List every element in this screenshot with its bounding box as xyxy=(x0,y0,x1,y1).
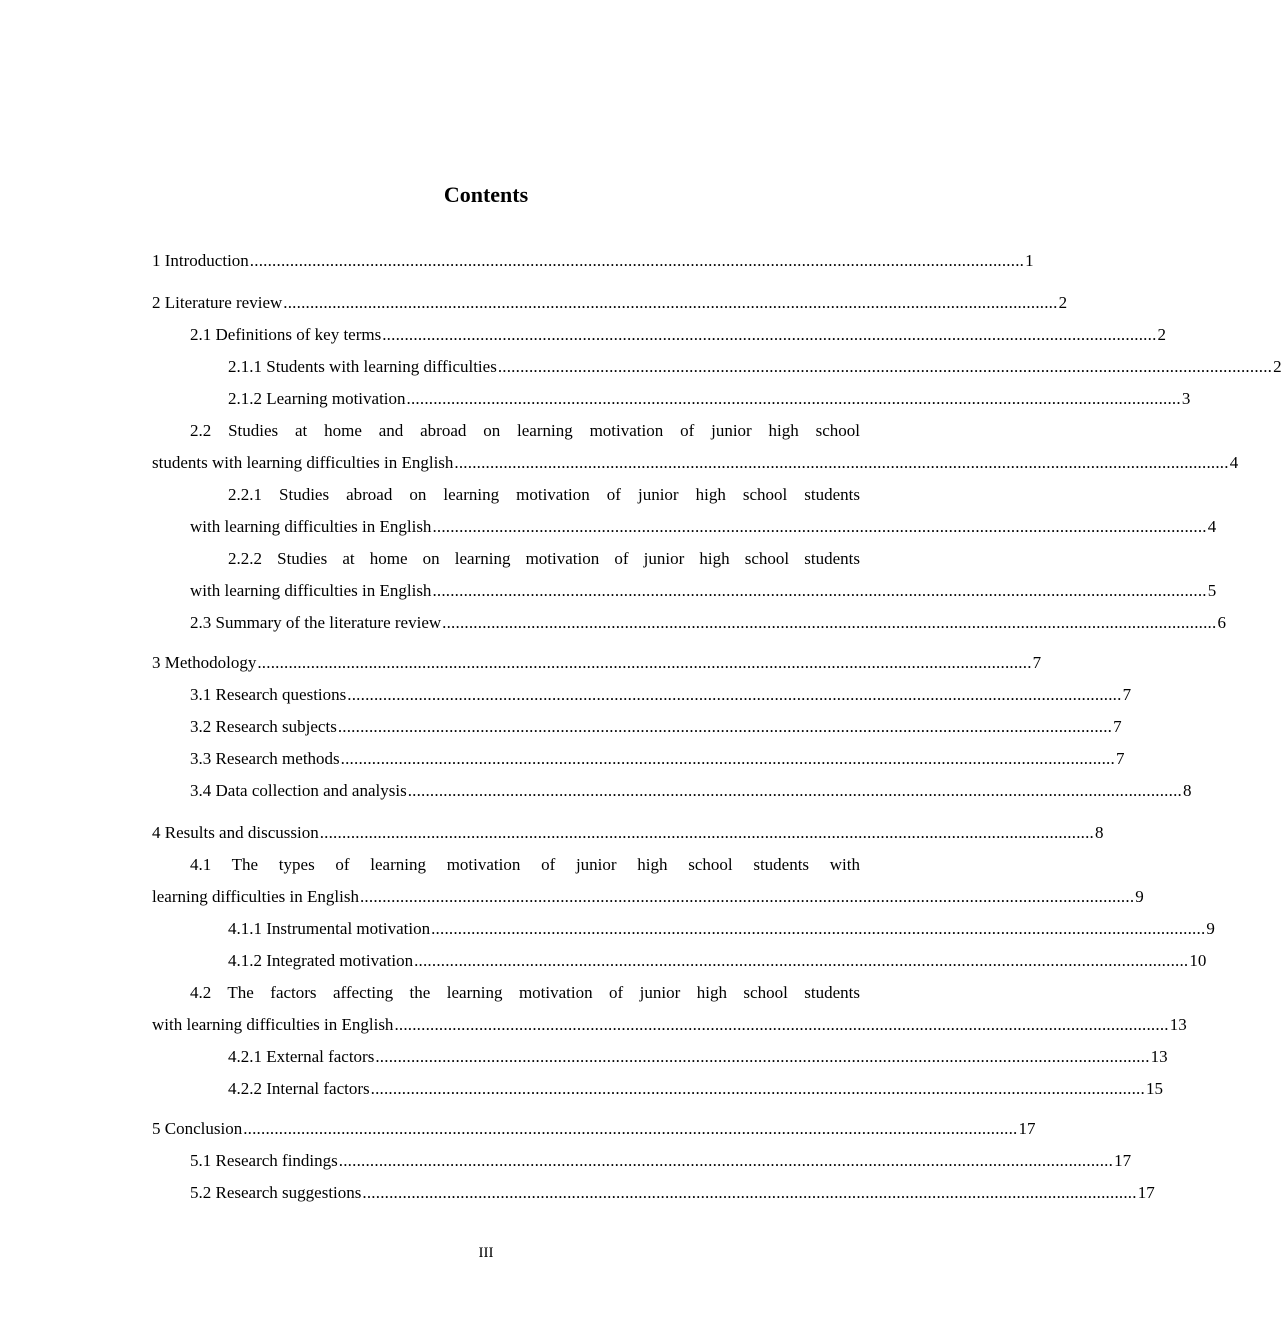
toc-page-number: 2 xyxy=(1157,325,1167,344)
toc-entry-text: 3.2 Research subjects xyxy=(190,717,337,736)
toc-leader: .............................................................................................................................................................................. xyxy=(338,1151,1114,1170)
toc-leader: .............................................................................................................................................................................. xyxy=(432,517,1207,536)
toc-leader: .............................................................................................................................................................................. xyxy=(382,325,1157,344)
toc-entry[interactable] xyxy=(228,1044,1168,1068)
toc-entry-line1[interactable] xyxy=(190,418,860,442)
toc-page-number: 7 xyxy=(1113,717,1122,736)
toc-leader: .............................................................................................................................................................................. xyxy=(431,919,1206,938)
toc-leader: .............................................................................................................................................................................. xyxy=(337,717,1113,736)
toc-leader: .............................................................................................................................................................................. xyxy=(243,1119,1018,1138)
toc-entry[interactable] xyxy=(152,1116,1036,1140)
toc-leader: .............................................................................................................................................................................. xyxy=(370,1079,1145,1098)
toc-leader: .............................................................................................................................................................................. xyxy=(406,389,1181,408)
toc-entry[interactable] xyxy=(190,578,1217,602)
toc-page-number: 4 xyxy=(1229,453,1239,472)
toc-entry[interactable] xyxy=(190,1148,1132,1172)
toc-entry[interactable] xyxy=(190,714,1122,738)
toc-entry[interactable] xyxy=(190,778,1192,802)
toc-page-number: 2 xyxy=(1058,293,1068,312)
toc-entry-text: 2.2.1 Studies abroad on learning motivation of junior high school students xyxy=(228,485,860,504)
toc-leader: .............................................................................................................................................................................. xyxy=(407,781,1182,800)
toc-page-number: 13 xyxy=(1150,1047,1168,1066)
toc-entry-text: 4.1.1 Instrumental motivation xyxy=(228,919,431,938)
page-number-footer: III xyxy=(478,1245,494,1261)
toc-entry[interactable] xyxy=(190,746,1125,770)
toc-page-number: 9 xyxy=(1135,887,1144,906)
toc-leader: .............................................................................................................................................................................. xyxy=(375,1047,1150,1066)
toc-entry-text: 4.2.1 External factors xyxy=(228,1047,375,1066)
toc-entry-text: 2.1 Definitions of key terms xyxy=(190,325,382,344)
toc-entry-line1[interactable] xyxy=(190,980,860,1004)
toc-entry-text: 2.2 Studies at home and abroad on learning motivation of junior high school xyxy=(190,421,860,440)
toc-leader: .............................................................................................................................................................................. xyxy=(319,823,1095,842)
toc-entry-text: 4 Results and discussion xyxy=(152,823,319,842)
toc-entry[interactable] xyxy=(152,820,1104,844)
toc-page-number: 9 xyxy=(1206,919,1215,938)
toc-page-number: 17 xyxy=(1018,1119,1036,1138)
toc-entry-text: 2.1.2 Learning motivation xyxy=(228,389,406,408)
toc-entry-text: with learning difficulties in English xyxy=(190,581,432,600)
toc-leader: .............................................................................................................................................................................. xyxy=(340,749,1115,768)
toc-page-number: 3 xyxy=(1181,389,1191,408)
toc-entry[interactable] xyxy=(152,248,1034,272)
toc-page-number: 6 xyxy=(1217,613,1226,632)
toc-entry[interactable] xyxy=(228,386,1191,410)
toc-entry-text: 5 Conclusion xyxy=(152,1119,243,1138)
toc-page-number: 5 xyxy=(1207,581,1217,600)
toc-entry-text: with learning difficulties in English xyxy=(190,517,432,536)
toc-entry-text: 3.1 Research questions xyxy=(190,685,347,704)
toc-leader: .............................................................................................................................................................................. xyxy=(283,293,1058,312)
toc-entry-text: with learning difficulties in English xyxy=(152,1015,394,1034)
toc-page-number: 17 xyxy=(1137,1183,1155,1202)
toc-entry-text: 2 Literature review xyxy=(152,293,283,312)
toc-page-number: 7 xyxy=(1032,653,1042,672)
toc-entry-line1[interactable] xyxy=(228,482,860,506)
toc-leader: .............................................................................................................................................................................. xyxy=(454,453,1229,472)
toc-entry-text: 5.1 Research findings xyxy=(190,1151,338,1170)
toc-leader: .............................................................................................................................................................................. xyxy=(347,685,1122,704)
toc-entry[interactable] xyxy=(190,322,1167,346)
toc-page-number: 4 xyxy=(1207,517,1217,536)
toc-entry[interactable] xyxy=(152,450,1239,474)
toc-page-number: 7 xyxy=(1122,685,1132,704)
toc-page-number: 13 xyxy=(1169,1015,1187,1034)
toc-leader: .............................................................................................................................................................................. xyxy=(497,357,1273,376)
toc-entry-text: 4.2.2 Internal factors xyxy=(228,1079,370,1098)
toc-entry[interactable] xyxy=(152,650,1042,674)
toc-entry-text: 2.3 Summary of the literature review xyxy=(190,613,442,632)
toc-entry-text: learning difficulties in English xyxy=(152,887,359,906)
toc-entry[interactable] xyxy=(152,884,1144,908)
toc-entry-text: 2.2.2 Studies at home on learning motivation of junior high school students xyxy=(228,549,860,568)
contents-title: Contents xyxy=(443,182,529,207)
toc-page-number: 17 xyxy=(1114,1151,1132,1170)
toc-leader: .............................................................................................................................................................................. xyxy=(442,613,1217,632)
toc-entry-text: 1 Introduction xyxy=(152,251,249,270)
toc-entry[interactable] xyxy=(190,682,1132,706)
toc-entry-text: 4.2 The factors affecting the learning motivation of junior high school students xyxy=(190,983,860,1002)
toc-entry-text: 3.4 Data collection and analysis xyxy=(190,781,407,800)
toc-entry[interactable] xyxy=(152,290,1068,314)
toc-entry[interactable] xyxy=(228,916,1215,940)
toc-page-number: 8 xyxy=(1183,781,1192,800)
toc-leader: .............................................................................................................................................................................. xyxy=(432,581,1207,600)
toc-entry[interactable] xyxy=(228,354,1282,378)
toc-entry-line1[interactable] xyxy=(190,852,860,876)
toc-page-number: 10 xyxy=(1189,951,1207,970)
toc-entry-text: 3 Methodology xyxy=(152,653,257,672)
toc-entry-text: 4.1 The types of learning motivation of junior high school students with xyxy=(190,855,860,874)
toc-entry[interactable] xyxy=(190,610,1226,634)
toc-leader: .............................................................................................................................................................................. xyxy=(257,653,1032,672)
toc-entry[interactable] xyxy=(228,948,1207,972)
toc-leader: .............................................................................................................................................................................. xyxy=(362,1183,1137,1202)
toc-page-number: 15 xyxy=(1145,1079,1163,1098)
toc-page-number: 7 xyxy=(1115,749,1125,768)
toc-entry[interactable] xyxy=(190,1180,1155,1204)
toc-page-number: 1 xyxy=(1025,251,1034,270)
toc-page-number: 8 xyxy=(1095,823,1104,842)
toc-entry-text: students with learning difficulties in English xyxy=(152,453,454,472)
toc-entry-line1[interactable] xyxy=(228,546,860,570)
toc-entry-text: 2.1.1 Students with learning difficulties xyxy=(228,357,497,376)
toc-leader: .............................................................................................................................................................................. xyxy=(394,1015,1169,1034)
toc-leader: .............................................................................................................................................................................. xyxy=(249,251,1025,270)
toc-page-number: 2 xyxy=(1273,357,1282,376)
toc-entry-text: 5.2 Research suggestions xyxy=(190,1183,362,1202)
toc-entry[interactable] xyxy=(152,1012,1187,1036)
toc-entry-text: 4.1.2 Integrated motivation xyxy=(228,951,414,970)
toc-leader: .............................................................................................................................................................................. xyxy=(414,951,1189,970)
toc-leader: .............................................................................................................................................................................. xyxy=(359,887,1135,906)
toc-entry-text: 3.3 Research methods xyxy=(190,749,340,768)
toc-entry[interactable] xyxy=(190,514,1217,538)
toc-entry[interactable] xyxy=(228,1076,1163,1100)
